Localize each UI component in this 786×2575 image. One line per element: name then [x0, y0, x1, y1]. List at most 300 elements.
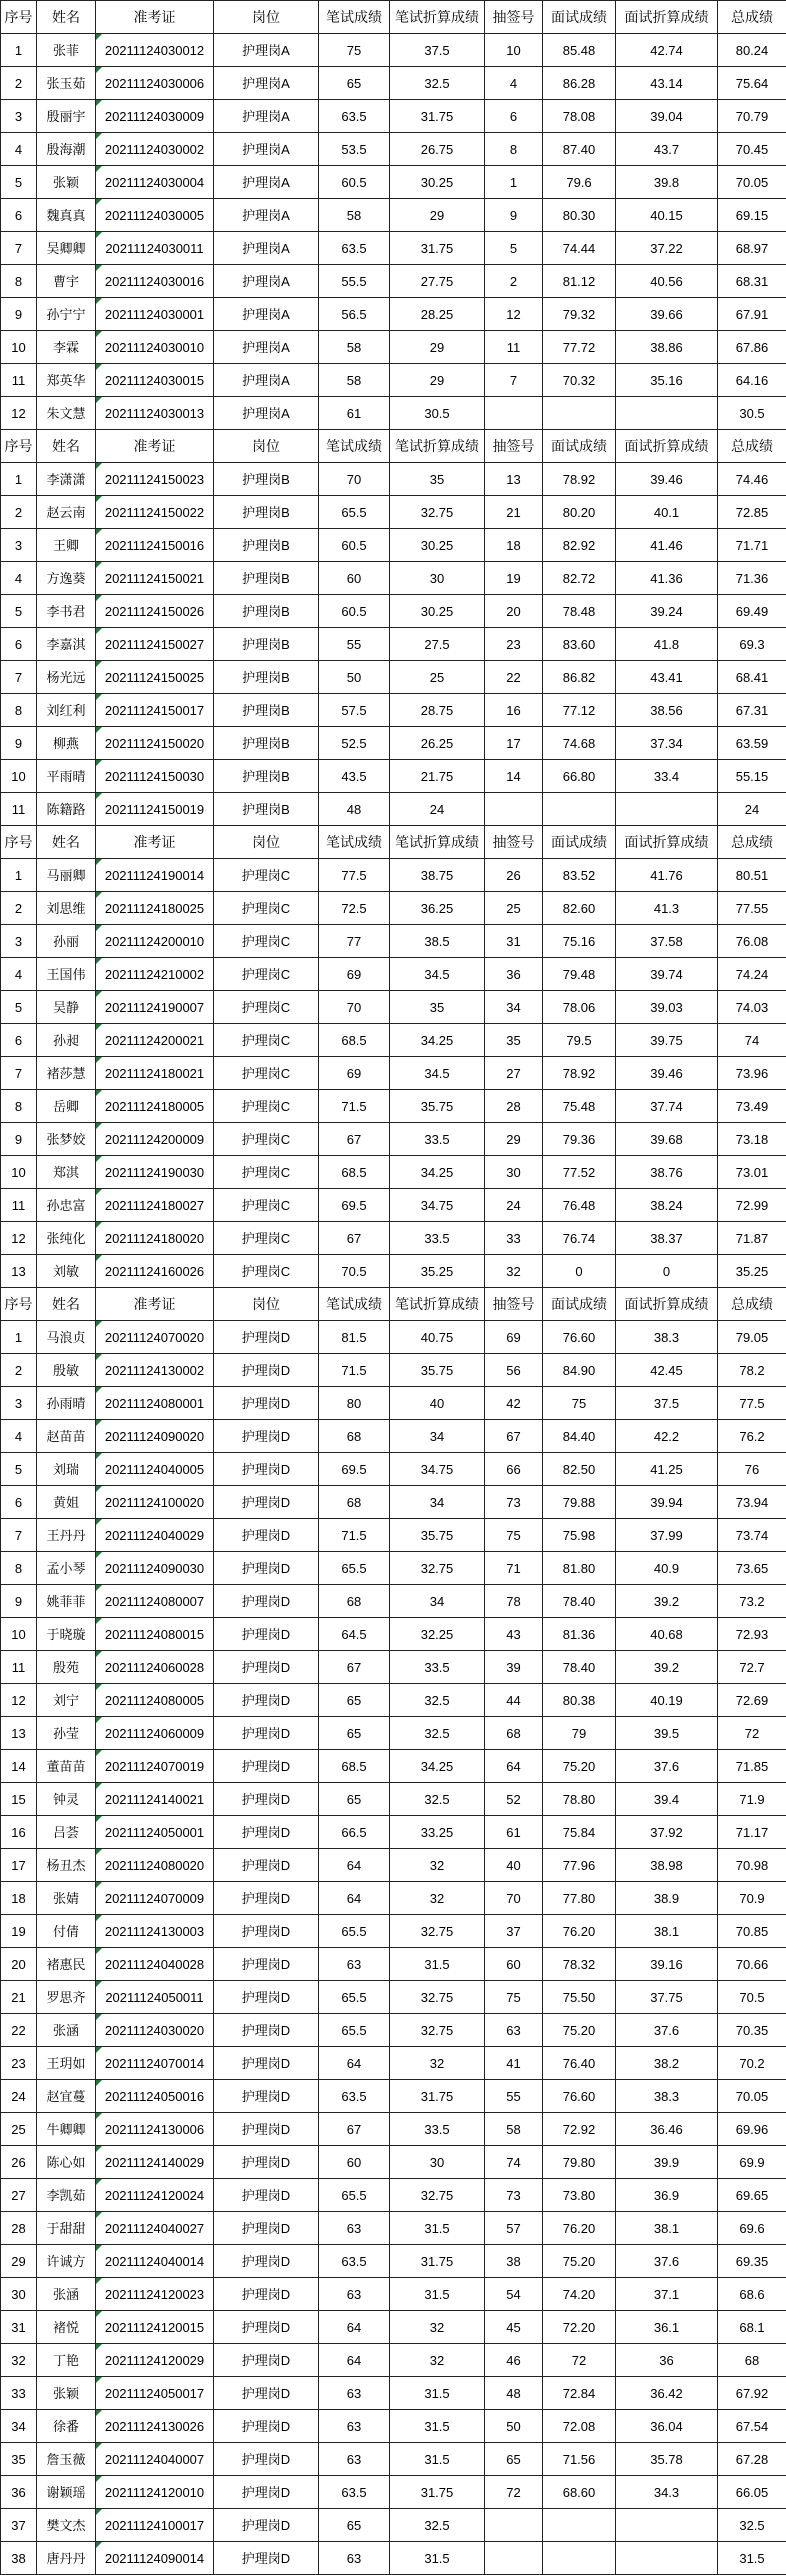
cell-draw-number: 33: [485, 1222, 543, 1255]
cell-serial: 35: [1, 2443, 37, 2476]
cell-name: 董苗苗: [37, 1750, 96, 1783]
cell-draw-number: 64: [485, 1750, 543, 1783]
cell-position: 护理岗D: [214, 1321, 319, 1354]
cell-interview-weighted: [616, 2542, 718, 2575]
cell-serial: 7: [1, 661, 37, 694]
cell-written-score: 63.5: [319, 2080, 390, 2113]
cell-total-score: 74.03: [718, 991, 786, 1024]
table-row: [1, 859, 786, 892]
cell-total-score: 73.01: [718, 1156, 786, 1189]
cell-name: 殷海潮: [37, 133, 96, 166]
cell-position: 护理岗D: [214, 1717, 319, 1750]
cell-name: 吴卿卿: [37, 232, 96, 265]
cell-draw-number: 1: [485, 166, 543, 199]
cell-interview-weighted: 36.46: [616, 2113, 718, 2146]
cell-position: 护理岗C: [214, 892, 319, 925]
table-row: [1, 2377, 786, 2410]
cell-position: 护理岗D: [214, 2377, 319, 2410]
cell-exam-id: 20211124030004: [96, 166, 214, 199]
cell-interview-weighted: 39.66: [616, 298, 718, 331]
cell-total-score: 72.69: [718, 1684, 786, 1717]
cell-position: 护理岗D: [214, 1981, 319, 2014]
cell-written-score: 63: [319, 2212, 390, 2245]
cell-written-score: 65.5: [319, 1915, 390, 1948]
cell-interview-score: 77.80: [543, 1882, 616, 1915]
cell-total-score: 69.49: [718, 595, 786, 628]
cell-interview-weighted: 40.15: [616, 199, 718, 232]
cell-written-score: 68: [319, 1420, 390, 1453]
cell-exam-id: 20211124180025: [96, 892, 214, 925]
cell-exam-id: 20211124150016: [96, 529, 214, 562]
cell-interview-weighted: 39.74: [616, 958, 718, 991]
cell-interview-score: 79.6: [543, 166, 616, 199]
cell-exam-id: 20211124120010: [96, 2476, 214, 2509]
cell-position: 护理岗D: [214, 2179, 319, 2212]
cell-position: 护理岗D: [214, 2509, 319, 2542]
cell-position: 护理岗B: [214, 595, 319, 628]
cell-total-score: 55.15: [718, 760, 786, 793]
cell-name: 曹宇: [37, 265, 96, 298]
cell-written-score: 55.5: [319, 265, 390, 298]
cell-name: 张涵: [37, 2014, 96, 2047]
cell-draw-number: 37: [485, 1915, 543, 1948]
cell-written-score: 67: [319, 2113, 390, 2146]
cell-interview-weighted: 37.34: [616, 727, 718, 760]
cell-interview-weighted: 37.6: [616, 1750, 718, 1783]
cell-name: 王国伟: [37, 958, 96, 991]
table-row: [1, 1750, 786, 1783]
cell-position: 护理岗A: [214, 364, 319, 397]
cell-exam-id: 20211124050001: [96, 1816, 214, 1849]
cell-interview-score: 83.52: [543, 859, 616, 892]
cell-interview-weighted: 42.2: [616, 1420, 718, 1453]
cell-position: 护理岗B: [214, 562, 319, 595]
cell-serial: 4: [1, 562, 37, 595]
cell-total-score: 71.85: [718, 1750, 786, 1783]
cell-total-score: 76.2: [718, 1420, 786, 1453]
table-row: [1, 2113, 786, 2146]
cell-interview-score: 86.82: [543, 661, 616, 694]
cell-interview-weighted: 38.3: [616, 1321, 718, 1354]
cell-draw-number: 28: [485, 1090, 543, 1123]
header-written-weighted: 笔试折算成绩: [390, 826, 485, 859]
cell-exam-id: 20211124060009: [96, 1717, 214, 1750]
cell-interview-score: 75.16: [543, 925, 616, 958]
table-row: [1, 595, 786, 628]
cell-name: 岳卿: [37, 1090, 96, 1123]
cell-interview-weighted: 39.2: [616, 1651, 718, 1684]
header-serial: 序号: [1, 430, 37, 463]
cell-name: 刘瑞: [37, 1453, 96, 1486]
cell-position: 护理岗A: [214, 265, 319, 298]
cell-draw-number: 63: [485, 2014, 543, 2047]
cell-exam-id: 20211124030001: [96, 298, 214, 331]
cell-draw-number: 5: [485, 232, 543, 265]
cell-serial: 10: [1, 331, 37, 364]
cell-interview-weighted: 39.46: [616, 463, 718, 496]
table-row: [1, 199, 786, 232]
cell-serial: 28: [1, 2212, 37, 2245]
table-row: [1, 331, 786, 364]
cell-position: 护理岗A: [214, 397, 319, 430]
cell-written-weighted: 34.25: [390, 1750, 485, 1783]
table-row: [1, 1684, 786, 1717]
cell-serial: 37: [1, 2509, 37, 2542]
cell-total-score: 69.65: [718, 2179, 786, 2212]
cell-exam-id: 20211124190007: [96, 991, 214, 1024]
header-serial: 序号: [1, 826, 37, 859]
cell-written-weighted: 31.75: [390, 232, 485, 265]
cell-exam-id: 20211124140021: [96, 1783, 214, 1816]
cell-written-weighted: 27.75: [390, 265, 485, 298]
cell-name: 郑淇: [37, 1156, 96, 1189]
cell-interview-weighted: 39.9: [616, 2146, 718, 2179]
cell-total-score: 71.17: [718, 1816, 786, 1849]
cell-written-score: 68.5: [319, 1024, 390, 1057]
cell-written-weighted: 28.75: [390, 694, 485, 727]
cell-written-score: 67: [319, 1123, 390, 1156]
table-row: [1, 463, 786, 496]
table-row: [1, 1057, 786, 1090]
cell-serial: 11: [1, 364, 37, 397]
cell-name: 李书君: [37, 595, 96, 628]
cell-written-weighted: 34.5: [390, 1057, 485, 1090]
cell-serial: 33: [1, 2377, 37, 2410]
header-written-weighted: 笔试折算成绩: [390, 1, 485, 34]
table-row: [1, 1255, 786, 1288]
cell-written-score: 63.5: [319, 2476, 390, 2509]
cell-serial: 38: [1, 2542, 37, 2575]
cell-name: 孟小琴: [37, 1552, 96, 1585]
cell-draw-number: 78: [485, 1585, 543, 1618]
cell-serial: 2: [1, 1354, 37, 1387]
cell-interview-score: 75.50: [543, 1981, 616, 2014]
cell-exam-id: 20211124190030: [96, 1156, 214, 1189]
cell-interview-score: 0: [543, 1255, 616, 1288]
cell-exam-id: 20211124030016: [96, 265, 214, 298]
cell-name: 张涵: [37, 2278, 96, 2311]
cell-position: 护理岗D: [214, 1585, 319, 1618]
cell-total-score: 30.5: [718, 397, 786, 430]
table-row: [1, 34, 786, 67]
cell-written-weighted: 32.5: [390, 1684, 485, 1717]
cell-exam-id: 20211124030002: [96, 133, 214, 166]
cell-interview-weighted: 36.9: [616, 2179, 718, 2212]
table-row: [1, 2410, 786, 2443]
cell-written-weighted: 32: [390, 1882, 485, 1915]
cell-exam-id: 20211124200010: [96, 925, 214, 958]
table-row: [1, 2311, 786, 2344]
cell-serial: 12: [1, 1684, 37, 1717]
cell-interview-score: 73.80: [543, 2179, 616, 2212]
cell-serial: 8: [1, 1552, 37, 1585]
cell-exam-id: 20211124070014: [96, 2047, 214, 2080]
cell-written-weighted: 30: [390, 2146, 485, 2179]
cell-serial: 1: [1, 859, 37, 892]
cell-name: 牛卿卿: [37, 2113, 96, 2146]
cell-written-weighted: 34: [390, 1420, 485, 1453]
cell-position: 护理岗D: [214, 1948, 319, 1981]
cell-written-weighted: 31.75: [390, 2245, 485, 2278]
cell-serial: 5: [1, 595, 37, 628]
cell-written-score: 63: [319, 2278, 390, 2311]
cell-position: 护理岗C: [214, 1123, 319, 1156]
cell-draw-number: 56: [485, 1354, 543, 1387]
cell-interview-weighted: 40.68: [616, 1618, 718, 1651]
cell-written-weighted: 30.25: [390, 529, 485, 562]
cell-written-score: 48: [319, 793, 390, 826]
cell-draw-number: 58: [485, 2113, 543, 2146]
cell-written-score: 65: [319, 1783, 390, 1816]
cell-name: 黄姐: [37, 1486, 96, 1519]
cell-position: 护理岗C: [214, 1222, 319, 1255]
cell-exam-id: 20211124040029: [96, 1519, 214, 1552]
cell-position: 护理岗D: [214, 2212, 319, 2245]
cell-total-score: 73.74: [718, 1519, 786, 1552]
cell-position: 护理岗D: [214, 2476, 319, 2509]
cell-written-score: 64: [319, 2047, 390, 2080]
cell-interview-weighted: 38.3: [616, 2080, 718, 2113]
header-written-weighted: 笔试折算成绩: [390, 430, 485, 463]
cell-total-score: 75.64: [718, 67, 786, 100]
cell-interview-score: 72: [543, 2344, 616, 2377]
cell-written-weighted: 28.25: [390, 298, 485, 331]
cell-exam-id: 20211124030010: [96, 331, 214, 364]
cell-exam-id: 20211124060028: [96, 1651, 214, 1684]
section-header-row: [1, 1288, 786, 1321]
cell-interview-score: 74.68: [543, 727, 616, 760]
cell-written-weighted: 35: [390, 463, 485, 496]
cell-serial: 16: [1, 1816, 37, 1849]
cell-written-score: 69.5: [319, 1189, 390, 1222]
cell-written-weighted: 32.75: [390, 2014, 485, 2047]
cell-position: 护理岗D: [214, 1651, 319, 1684]
cell-interview-score: 76.60: [543, 1321, 616, 1354]
cell-written-score: 63: [319, 2443, 390, 2476]
cell-written-score: 66.5: [319, 1816, 390, 1849]
cell-position: 护理岗B: [214, 529, 319, 562]
table-row: [1, 1519, 786, 1552]
cell-draw-number: 48: [485, 2377, 543, 2410]
cell-written-weighted: 30.5: [390, 397, 485, 430]
cell-name: 张颖: [37, 2377, 96, 2410]
cell-name: 刘思维: [37, 892, 96, 925]
cell-interview-weighted: 41.25: [616, 1453, 718, 1486]
cell-written-score: 67: [319, 1651, 390, 1684]
cell-interview-weighted: 35.16: [616, 364, 718, 397]
cell-interview-weighted: 39.5: [616, 1717, 718, 1750]
cell-exam-id: 20211124200009: [96, 1123, 214, 1156]
cell-position: 护理岗D: [214, 2443, 319, 2476]
cell-written-weighted: 32: [390, 2311, 485, 2344]
cell-interview-score: 75.84: [543, 1816, 616, 1849]
cell-interview-score: 68.60: [543, 2476, 616, 2509]
cell-serial: 4: [1, 958, 37, 991]
cell-total-score: 79.05: [718, 1321, 786, 1354]
cell-written-weighted: 31.5: [390, 2212, 485, 2245]
cell-draw-number: 55: [485, 2080, 543, 2113]
cell-exam-id: 20211124150021: [96, 562, 214, 595]
cell-interview-score: 74.20: [543, 2278, 616, 2311]
cell-position: 护理岗B: [214, 760, 319, 793]
cell-name: 马浪贞: [37, 1321, 96, 1354]
header-name: 姓名: [37, 430, 96, 463]
cell-interview-score: 72.20: [543, 2311, 616, 2344]
cell-written-score: 52.5: [319, 727, 390, 760]
cell-interview-score: 81.12: [543, 265, 616, 298]
cell-interview-score: 76.60: [543, 2080, 616, 2113]
cell-total-score: 69.6: [718, 2212, 786, 2245]
table-row: [1, 925, 786, 958]
header-interview-weighted: 面试折算成绩: [616, 1288, 718, 1321]
cell-name: 唐丹丹: [37, 2542, 96, 2575]
cell-total-score: 73.94: [718, 1486, 786, 1519]
cell-interview-weighted: 38.37: [616, 1222, 718, 1255]
cell-interview-weighted: 41.46: [616, 529, 718, 562]
cell-total-score: 71.71: [718, 529, 786, 562]
cell-serial: 1: [1, 463, 37, 496]
cell-exam-id: 20211124120015: [96, 2311, 214, 2344]
cell-draw-number: 24: [485, 1189, 543, 1222]
cell-draw-number: 54: [485, 2278, 543, 2311]
cell-draw-number: 13: [485, 463, 543, 496]
cell-draw-number: 72: [485, 2476, 543, 2509]
cell-interview-score: 75.98: [543, 1519, 616, 1552]
cell-interview-score: 78.06: [543, 991, 616, 1024]
table-row: [1, 2014, 786, 2047]
table-row: [1, 760, 786, 793]
cell-serial: 30: [1, 2278, 37, 2311]
cell-draw-number: 11: [485, 331, 543, 364]
cell-interview-weighted: 39.46: [616, 1057, 718, 1090]
cell-written-score: 58: [319, 199, 390, 232]
cell-total-score: 68.41: [718, 661, 786, 694]
cell-written-weighted: 32: [390, 2047, 485, 2080]
cell-written-weighted: 32.5: [390, 1717, 485, 1750]
cell-exam-id: 20211124130006: [96, 2113, 214, 2146]
cell-exam-id: 20211124040027: [96, 2212, 214, 2245]
cell-name: 陈籍路: [37, 793, 96, 826]
cell-total-score: 67.54: [718, 2410, 786, 2443]
cell-draw-number: 27: [485, 1057, 543, 1090]
cell-written-weighted: 31.5: [390, 1948, 485, 1981]
cell-serial: 11: [1, 1189, 37, 1222]
table-row: [1, 1156, 786, 1189]
cell-interview-weighted: 40.1: [616, 496, 718, 529]
header-position: 岗位: [214, 430, 319, 463]
cell-written-score: 65: [319, 1684, 390, 1717]
cell-interview-score: 77.96: [543, 1849, 616, 1882]
cell-name: 许诚方: [37, 2245, 96, 2278]
cell-position: 护理岗D: [214, 2311, 319, 2344]
cell-position: 护理岗B: [214, 628, 319, 661]
cell-total-score: 73.96: [718, 1057, 786, 1090]
cell-interview-weighted: 43.41: [616, 661, 718, 694]
cell-serial: 5: [1, 991, 37, 1024]
cell-name: 殷敏: [37, 1354, 96, 1387]
cell-position: 护理岗D: [214, 1783, 319, 1816]
table-row: [1, 133, 786, 166]
cell-serial: 21: [1, 1981, 37, 2014]
cell-written-weighted: 31.5: [390, 2278, 485, 2311]
cell-interview-weighted: 38.9: [616, 1882, 718, 1915]
cell-total-score: 70.98: [718, 1849, 786, 1882]
cell-interview-score: 77.72: [543, 331, 616, 364]
cell-draw-number: 19: [485, 562, 543, 595]
table-row: [1, 2509, 786, 2542]
cell-total-score: 69.96: [718, 2113, 786, 2146]
cell-written-score: 70.5: [319, 1255, 390, 1288]
cell-written-score: 61: [319, 397, 390, 430]
cell-serial: 25: [1, 2113, 37, 2146]
cell-draw-number: 38: [485, 2245, 543, 2278]
table-row: [1, 2047, 786, 2080]
cell-serial: 2: [1, 892, 37, 925]
cell-draw-number: 16: [485, 694, 543, 727]
cell-interview-score: 75.20: [543, 1750, 616, 1783]
cell-interview-score: 78.08: [543, 100, 616, 133]
cell-exam-id: 20211124150020: [96, 727, 214, 760]
table-row: [1, 1618, 786, 1651]
cell-draw-number: 29: [485, 1123, 543, 1156]
cell-written-score: 65.5: [319, 2179, 390, 2212]
cell-interview-score: 84.90: [543, 1354, 616, 1387]
table-row: [1, 2344, 786, 2377]
cell-interview-weighted: 40.9: [616, 1552, 718, 1585]
cell-total-score: 71.36: [718, 562, 786, 595]
cell-interview-score: 85.48: [543, 34, 616, 67]
cell-name: 孙丽: [37, 925, 96, 958]
cell-draw-number: 8: [485, 133, 543, 166]
header-written-score: 笔试成绩: [319, 430, 390, 463]
table-row: [1, 1420, 786, 1453]
cell-exam-id: 20211124030013: [96, 397, 214, 430]
cell-name: 钟灵: [37, 1783, 96, 1816]
cell-draw-number: 71: [485, 1552, 543, 1585]
cell-written-weighted: 32.75: [390, 496, 485, 529]
table-row: [1, 1189, 786, 1222]
cell-draw-number: 65: [485, 2443, 543, 2476]
cell-written-weighted: 33.5: [390, 1222, 485, 1255]
cell-exam-id: 20211124040007: [96, 2443, 214, 2476]
cell-total-score: 80.24: [718, 34, 786, 67]
cell-exam-id: 20211124080015: [96, 1618, 214, 1651]
cell-position: 护理岗A: [214, 67, 319, 100]
cell-serial: 8: [1, 265, 37, 298]
cell-interview-score: 83.60: [543, 628, 616, 661]
cell-draw-number: 41: [485, 2047, 543, 2080]
cell-interview-weighted: 37.74: [616, 1090, 718, 1123]
cell-interview-weighted: 36.04: [616, 2410, 718, 2443]
cell-name: 张梦姣: [37, 1123, 96, 1156]
cell-draw-number: 75: [485, 1519, 543, 1552]
cell-exam-id: 20211124050017: [96, 2377, 214, 2410]
cell-written-score: 63: [319, 2542, 390, 2575]
cell-written-weighted: 29: [390, 331, 485, 364]
cell-name: 孙莹: [37, 1717, 96, 1750]
cell-total-score: 76.08: [718, 925, 786, 958]
cell-exam-id: 20211124040005: [96, 1453, 214, 1486]
cell-name: 吕荟: [37, 1816, 96, 1849]
cell-exam-id: 20211124030009: [96, 100, 214, 133]
cell-exam-id: 20211124150019: [96, 793, 214, 826]
cell-position: 护理岗D: [214, 2344, 319, 2377]
cell-exam-id: 20211124080001: [96, 1387, 214, 1420]
cell-position: 护理岗C: [214, 958, 319, 991]
cell-name: 谢颖瑶: [37, 2476, 96, 2509]
cell-serial: 5: [1, 166, 37, 199]
cell-written-weighted: 34: [390, 1585, 485, 1618]
